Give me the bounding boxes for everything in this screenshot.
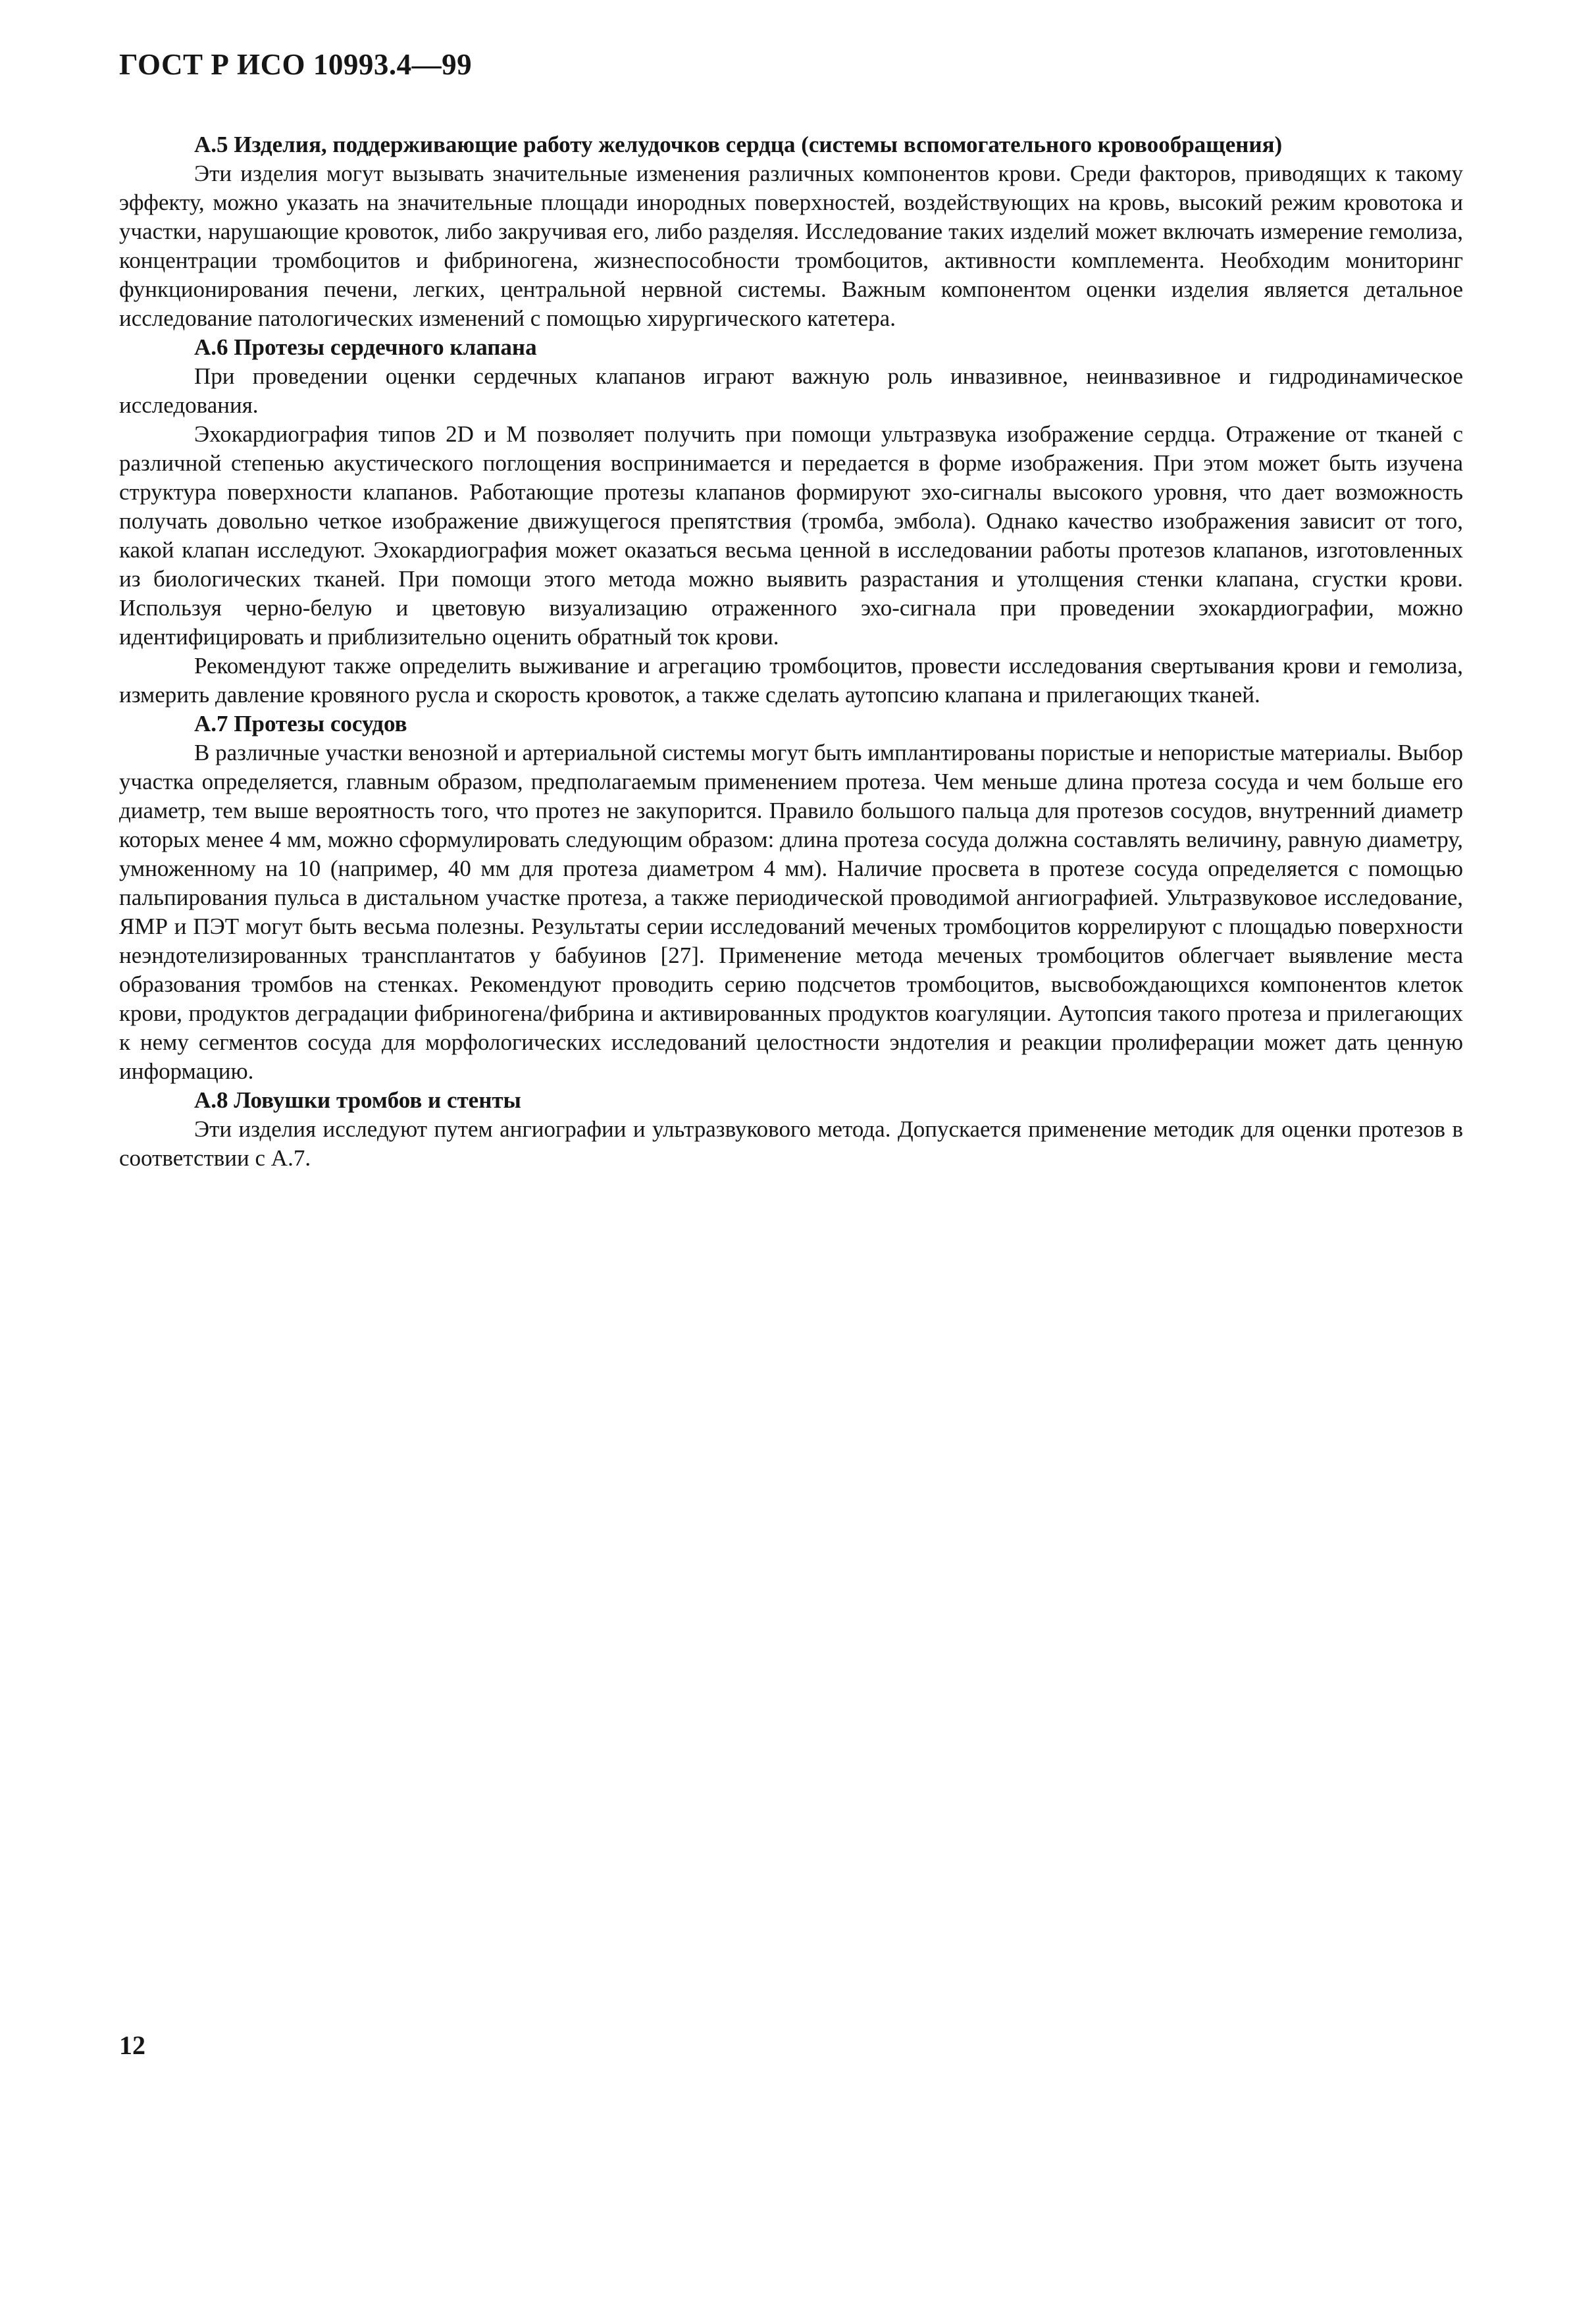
section-a7 [119, 709, 1463, 1086]
paragraph: Эти изделия исследуют путем ангиографии и ультразвукового метода. Допускается применение методик для оценки протезов в соответствии с А.7. [119, 1116, 1463, 1171]
section-title: А.6 Протезы сердечного клапана [194, 334, 537, 360]
document-header: ГОСТ Р ИСО 10993.4—99 [119, 48, 473, 81]
section-a5 [119, 130, 1463, 333]
section-a8 [119, 1086, 1463, 1173]
paragraph: В различные участки венозной и артериальной системы могут быть имплантированы пористые и непористые материалы. Выбор участка определяется, главным образом, предполагаемым применением протеза. Чем меньше длина протеза сосуда и чем больше его диаметр, тем выше вероятность того, что протез не закупорится. Правило большого пальца для протезов сосудов, внутренний диаметр которых менее 4 мм, можно сформулировать следующим образом: длина протеза сосуда должна составлять величину, равную диаметру, умноженному на 10 (например, 40 мм для протеза диаметром 4 мм). Наличие просвета в протезе сосуда определяется с помощью пальпирования пульса в дистальном участке протеза, а также периодической проводимой ангиографией. Ультразвуковое исследование, ЯМР и ПЭТ могут быть весьма полезны. Результаты серии исследований меченых тромбоцитов коррелируют с площадью поверхности неэндотелизированных трансплантатов у бабуинов [27]. Применение метода меченых тромбоцитов облегчает выявление места образования тромбов на стенках. Рекомендуют проводить серию подсчетов тромбоцитов, высвобождающихся компонентов клеток крови, продуктов деградации фибриногена/фибрина и активированных продуктов коагуляции. Аутопсия такого протеза и прилегающих к нему сегментов сосуда для морфологических исследований целостности эндотелия и реакции пролиферации может дать ценную информацию. [119, 740, 1463, 1084]
section-title: А.8 Ловушки тромбов и стенты [194, 1087, 521, 1113]
section-title: А.5 Изделия, поддерживающие работу желудочков сердца (системы вспомогательного кровообращения) [194, 132, 1283, 157]
section-title: А.7 Протезы сосудов [194, 711, 407, 736]
section-a6 [119, 333, 1463, 709]
paragraph: Рекомендуют также определить выживание и агрегацию тромбоцитов, провести исследования свертывания крови и гемолиза, измерить давление кровяного русла и скорость кровоток, а также сделать аутопсию клапана и прилегающих тканей. [119, 653, 1463, 708]
paragraph: При проведении оценки сердечных клапанов играют важную роль инвазивное, неинвазивное и гидродинамическое исследования. [119, 363, 1463, 418]
paragraph: Эти изделия могут вызывать значительные изменения различных компонентов крови. Среди факторов, приводящих к такому эффекту, можно указать на значительные площади инородных поверхностей, воздействующих на кровь, высокий режим кровотока и участки, нарушающие кровоток, либо закручивая его, либо разделяя. Исследование таких изделий может включать измерение гемолиза, концентрации тромбоцитов и фибриногена, жизнеспособности тромбоцитов, активности комплемента. Необходим мониторинг функционирования печени, легких, центральной нервной системы. Важным компонентом оценки изделия является детальное исследование патологических изменений с помощью хирургического катетера. [119, 161, 1463, 331]
page-number: 12 [119, 2030, 145, 2060]
document-body [119, 130, 1463, 1173]
paragraph: Эхокардиография типов 2D и М позволяет получить при помощи ультразвука изображение сердца. Отражение от тканей с различной степенью акустического поглощения воспринимается и передается в форме изображения. При этом может быть изучена структура поверхности клапанов. Работающие протезы клапанов формируют эхо-сигналы высокого уровня, что дает возможность получать довольно четкое изображение движущегося препятствия (тромба, эмбола). Однако качество изображения зависит от того, какой клапан исследуют. Эхокардиография может оказаться весьма ценной в исследовании работы протезов клапанов, изготовленных из биологических тканей. При помощи этого метода можно выявить разрастания и утолщения стенки клапана, сгустки крови. Используя черно-белую и цветовую визуализацию отраженного эхо-сигнала при проведении эхокардиографии, можно идентифицировать и приблизительно оценить обратный ток крови. [119, 421, 1463, 650]
